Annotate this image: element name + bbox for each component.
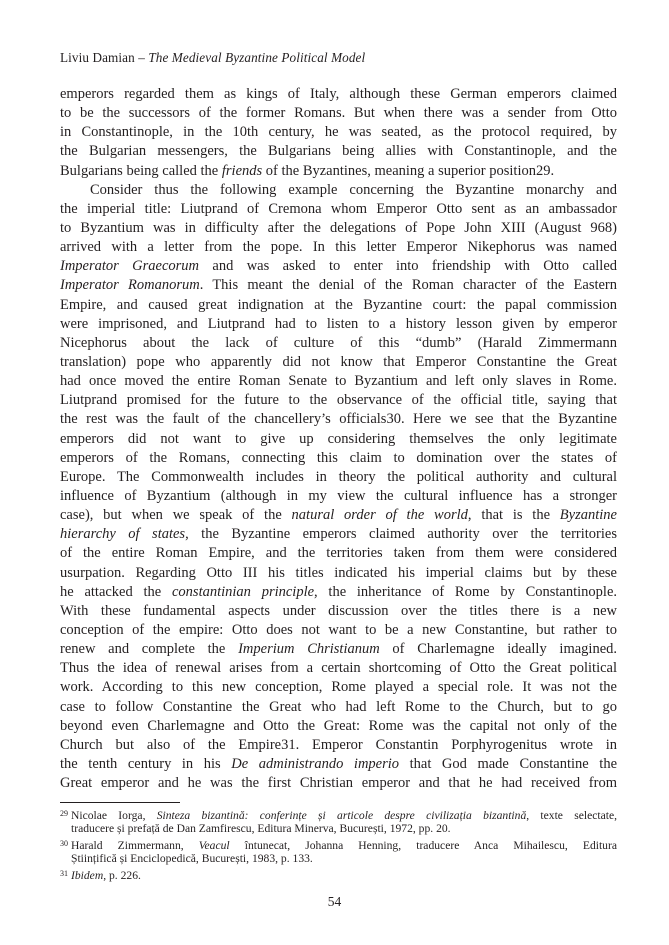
text-segment: Church but also of the Empire31. Emperor Constantin Porphyrogenitus wrote in (60, 736, 617, 753)
text-segment: influence of Byzantium (although in my view the cultural influence has a stronger (60, 487, 617, 504)
body-line (60, 430, 617, 449)
text-segment: the rest was the fault of the chancellery’s officials30. Here we see that the Byzantine (60, 411, 617, 428)
body-line (60, 142, 617, 161)
text-segment: case), but when we speak of the (60, 507, 292, 524)
body-line (60, 506, 617, 525)
italic-text: Veacul (198, 838, 230, 852)
text-segment: the imperial title: Liutprand of Cremona whom Emperor Otto sent as an ambassador (60, 200, 617, 217)
text-segment: to be the successors of the former Romans. But when there was a sender from Otto (60, 105, 617, 122)
body-line (60, 659, 617, 678)
italic-text: De administrando imperio (231, 755, 400, 772)
footnote-line (60, 852, 617, 867)
header-author: Liviu Damian (60, 50, 135, 65)
footnote-line (60, 837, 617, 852)
text-segment: , the Byzantine emperors claimed authority over the territories (185, 526, 617, 543)
body-line (60, 353, 617, 372)
body-line (60, 334, 617, 353)
body-line (60, 85, 617, 104)
footnote-marker: 30 (60, 838, 68, 848)
text-segment: emperors of the Romans, connecting this claim to domination over the states of (60, 449, 617, 466)
footnote-marker: 31 (60, 868, 68, 878)
text-segment: case to follow Constantine the Great who had left Rome to the Church, but to go (60, 698, 617, 715)
body-line (60, 698, 617, 717)
body-line (60, 487, 617, 506)
italic-text: hierarchy of states (60, 526, 186, 543)
text-segment: Nicephorus about the lack of culture of this “dumb” (Harald Zimmermann (60, 334, 617, 351)
italic-text: constantinian principle (171, 583, 315, 600)
text-segment: , the inheritance of Rome by Constantinople. (314, 583, 617, 600)
text-segment: Științifică și Enciclopedică, București, 1983, p. 133. (71, 851, 313, 865)
text-segment: traducere și prefață de Dan Zamfirescu, Editura Minerva, București, 1972, pp. 20. (71, 821, 451, 835)
footnote-rule (60, 802, 180, 803)
body-line (60, 391, 617, 410)
italic-text: Imperator Graecorum (60, 258, 200, 275)
header-title: The Medieval Byzantine Political Model (148, 50, 366, 65)
footnotes (60, 807, 617, 881)
text-segment: work. According to this new conception, Rome played a special role. It was not the (60, 679, 617, 696)
body-line (60, 640, 617, 659)
italic-text: Byzantine (559, 507, 617, 524)
body-line (60, 755, 617, 774)
text-segment: conception of the empire: Otto does not want to be a new Constantine, but rather to (60, 621, 617, 638)
text-segment: Bulgarians being called the (60, 162, 222, 179)
text-segment: Harald Zimmermann, (71, 838, 199, 852)
text-segment: arrived with a letter from the pope. In this letter Emperor Nikephorus was named (60, 239, 617, 256)
body-text (60, 85, 617, 793)
text-segment: Liutprand promised for the future to the observance of the official title, saying that (60, 392, 617, 409)
text-segment: the tenth century in his (60, 755, 232, 772)
body-line (60, 736, 617, 755)
italic-text: friends (221, 162, 263, 179)
text-segment: , p. 226. (103, 868, 141, 882)
text-segment: emperors did not want to give up considering themselves the only legitimate (60, 430, 617, 447)
body-line (60, 678, 617, 697)
body-line (60, 602, 617, 621)
footnote-marker: 29 (60, 809, 68, 818)
text-segment: Great emperor and he was the first Christian emperor and that he had received from (60, 775, 617, 792)
text-segment: Europe. The Commonwealth includes in theory the political authority and cultural (60, 468, 617, 485)
text-segment: Consider thus the following example concerning the Byzantine monarchy and (90, 181, 617, 198)
body-line (60, 162, 617, 181)
body-line (60, 200, 617, 219)
text-segment: were imprisoned, and Liutprand had to listen to a history lesson given by emperor (60, 315, 617, 332)
text-segment: in Constantinople, in the 10th century, he was seated, as the protocol required, by (60, 124, 617, 141)
text-segment: . This meant the denial of the Roman character of the Eastern (199, 277, 618, 294)
text-segment: he attacked the (60, 583, 172, 600)
body-line (60, 717, 617, 736)
text-segment: translation) pope who apparently did not know that Emperor Constantine the Great (60, 353, 617, 370)
footnote-line (60, 822, 617, 837)
text-segment: had once moved the entire Roman Senate to Byzantium and left only slaves in Rome. (60, 373, 617, 390)
text-segment: , texte selectate, (526, 809, 618, 822)
italic-text: Imperator Romanorum (60, 277, 200, 294)
text-segment: , that is the (467, 507, 560, 524)
body-line (60, 123, 617, 142)
body-line (60, 315, 617, 334)
running-header (60, 50, 365, 66)
body-line (60, 296, 617, 315)
text-segment: to Byzantium was in difficulty after the delegations of Pope John XIII (August 968) (60, 219, 617, 236)
text-segment: Thus the idea of renewal arises from a certain shortcoming of Otto the Great political (60, 660, 617, 677)
text-segment: the Bulgarian messengers, the Bulgarians being allies with Constantinople, and the (60, 143, 617, 160)
italic-text: Sinteza bizantină: conferințe și articole despre civilizația bizantină (156, 809, 527, 822)
text-segment: emperors regarded them as kings of Italy, although these German emperors claimed (60, 86, 617, 102)
text-segment: and was asked to enter into friendship with Otto called (199, 258, 618, 275)
header-separator: – (134, 50, 149, 65)
text-segment: beyond even Charlemagne and Otto the Great: Rome was the capital not only of the (60, 717, 617, 734)
body-line (60, 544, 617, 563)
text-segment: With these fundamental aspects under discussion over the titles there is a new (60, 602, 617, 619)
body-line (60, 621, 617, 640)
text-segment: Nicolae Iorga, (71, 809, 157, 822)
italic-text: Ibidem (71, 868, 104, 882)
body-line (60, 774, 617, 793)
body-line (60, 372, 617, 391)
body-line (60, 525, 617, 544)
text-segment: that God made Constantine the (399, 755, 618, 772)
footnote-line (60, 867, 617, 882)
body-line (60, 257, 617, 276)
text-segment: of the entire Roman Empire, and the territories taken from them were considered (60, 545, 617, 562)
footnote-line (60, 807, 617, 822)
body-line (60, 468, 617, 487)
text-segment: renew and complete the (60, 641, 239, 658)
text-segment: of Charlemagne ideally imagined. (379, 641, 618, 658)
body-line (60, 219, 617, 238)
text-segment: usurpation. Regarding Otto III his titles indicated his imperial claims but by these (60, 564, 617, 581)
italic-text: Imperium Christianum (238, 641, 380, 658)
body-line (60, 410, 617, 429)
body-line (60, 276, 617, 295)
text-segment: Empire, and caused great indignation at the Byzantine court: the papal commission (60, 296, 617, 313)
body-line (60, 449, 617, 468)
body-line (60, 564, 617, 583)
body-line (60, 583, 617, 602)
italic-text: natural order of the world (291, 507, 468, 524)
text-segment: întunecat, Johanna Henning, traducere Anca Mihailescu, Editura (229, 838, 617, 852)
page-number: 54 (327, 894, 342, 909)
body-line (60, 104, 617, 123)
body-line (60, 238, 617, 257)
text-segment: of the Byzantines, meaning a superior position29. (262, 162, 555, 179)
body-line (60, 181, 617, 200)
